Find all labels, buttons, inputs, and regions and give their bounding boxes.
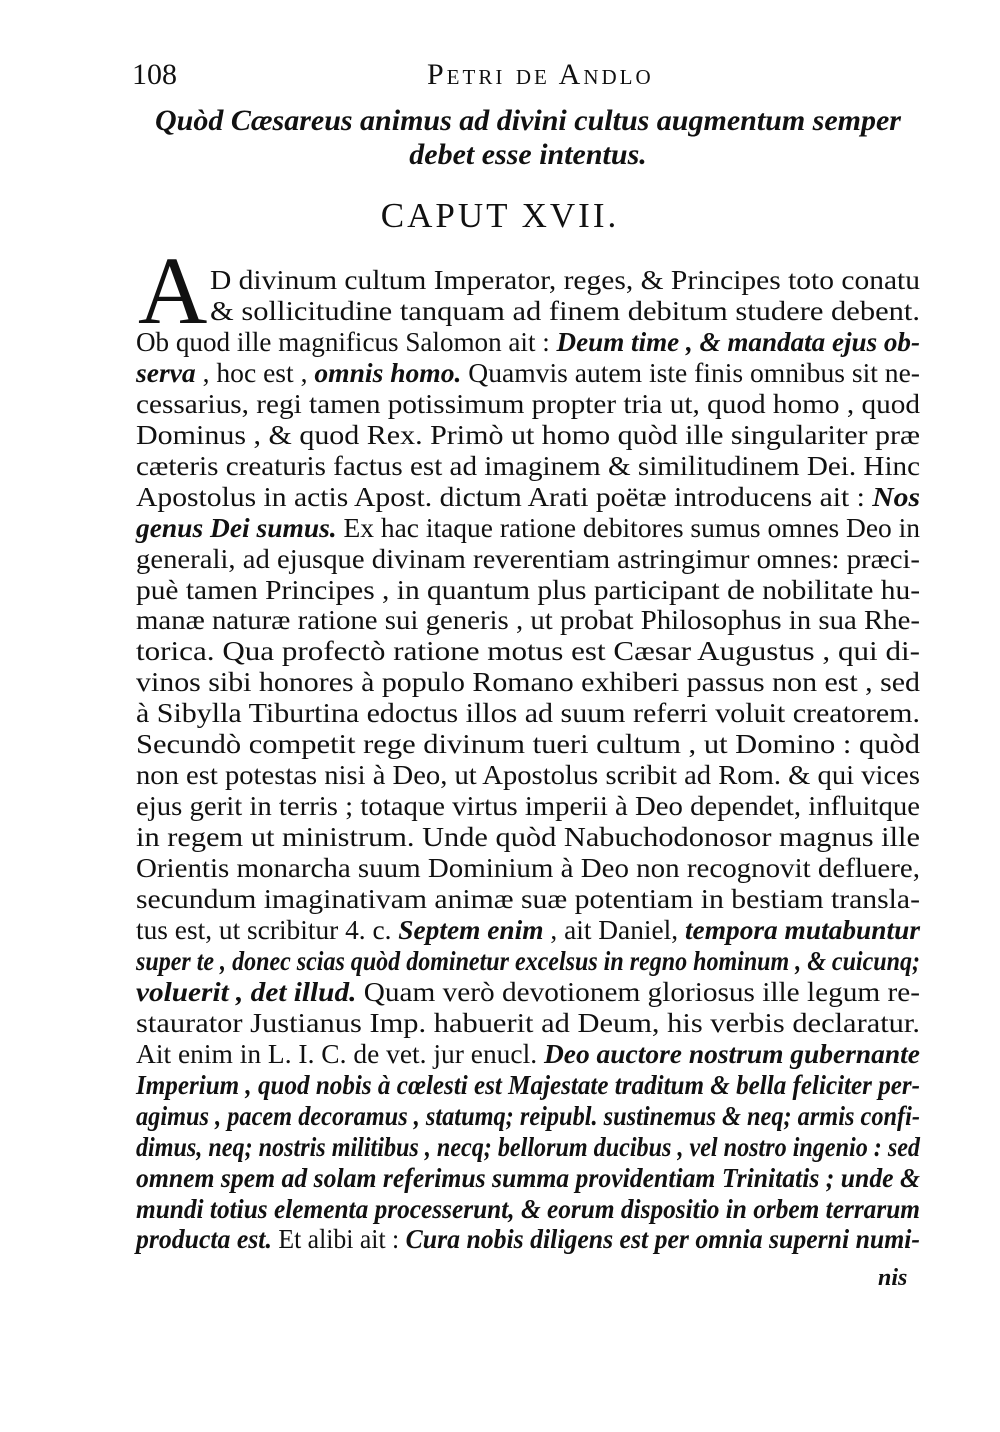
text-segment: Ait enim in L. I. C. de vet. jur enucl. xyxy=(136,1038,544,1069)
text-line xyxy=(210,264,920,296)
italic-segment: serva xyxy=(136,357,196,388)
text-line xyxy=(136,481,920,513)
text-segment: Et alibi ait : xyxy=(271,1224,406,1255)
text-line xyxy=(136,728,920,760)
text-line xyxy=(136,821,920,853)
text-segment: & sollicitudine tanquam ad finem debitum studere debent. xyxy=(210,295,920,326)
text-line xyxy=(136,604,920,636)
text-line xyxy=(136,635,920,667)
text-line xyxy=(136,976,920,1008)
text-segment: , ait Daniel, xyxy=(543,914,685,945)
text-segment: cessarius, regi tamen potissimum propter tria ut, quod homo , quod xyxy=(136,388,920,419)
text-segment: Dominus , & quod Rex. Primò ut homo quòd ille singulariter præ xyxy=(136,419,920,450)
text-line xyxy=(136,419,920,451)
running-head-title: Petri de Andlo xyxy=(427,58,654,91)
text-segment: Ex hac itaque ratione debitores sumus omnes Deo in xyxy=(336,512,921,543)
italic-segment: producta est. xyxy=(136,1224,272,1255)
text-segment: in regem ut ministrum. Unde quòd Nabuchodonosor magnus ille xyxy=(136,822,920,853)
text-line xyxy=(136,326,920,358)
italic-segment: agimus , pacem decoramus , statumq; reipubl. sustinemus & neq; armis confi- xyxy=(136,1100,920,1131)
italic-segment: dimus, neq; nostris militibus , necq; bellorum ducibus , vel nostro ingenio : sed xyxy=(136,1131,920,1162)
text-segment: secundum imaginativam animæ suæ potentiam in bestiam transla- xyxy=(136,884,920,914)
text-line xyxy=(136,852,920,884)
text-line xyxy=(136,790,920,822)
text-line xyxy=(136,1193,920,1225)
text-line xyxy=(136,450,920,482)
text-segment: D divinum cultum Imperator, reges, & Principes toto conatu xyxy=(210,265,920,295)
catchword: nis xyxy=(878,1265,908,1291)
chapter-heading: Quòd Cæsareus animus ad divini cultus augmentum semper debet esse intentus. xyxy=(155,104,901,171)
italic-segment: tempora mutabuntur xyxy=(684,914,921,945)
text-segment: Ob quod ille magnificus Salomon ait : xyxy=(136,326,557,357)
italic-segment: voluerit , det illud. xyxy=(136,976,357,1007)
page-number: 108 xyxy=(132,58,177,91)
text-line xyxy=(136,1100,920,1132)
text-line xyxy=(136,543,920,575)
text-segment: Secundò competit rege divinum tueri cultum , ut Domino : quòd xyxy=(136,729,920,760)
text-segment: Quamvis autem iste finis omnibus sit ne- xyxy=(461,357,920,388)
text-line xyxy=(136,883,920,915)
text-segment: staurator Justianus Imp. habuerit ad Deum, his verbis declaratur. xyxy=(136,1007,920,1038)
text-line xyxy=(136,1131,920,1163)
text-line xyxy=(136,574,920,606)
text-line xyxy=(136,512,920,544)
text-line xyxy=(136,357,920,389)
italic-segment: Nos xyxy=(872,481,921,512)
text-segment: , hoc est , xyxy=(195,357,315,388)
italic-segment: omnem spem ad solam referimus summa providentiam Trinitatis ; unde & xyxy=(136,1162,920,1193)
italic-segment: mundi totius elementa processerunt, & eorum dispositio in orbem terrarum xyxy=(136,1193,920,1224)
chapter-number: CAPUT XVII. xyxy=(380,196,620,235)
italic-segment: Imperium , quod nobis à cœlesti est Majestate traditum & bella feliciter per- xyxy=(136,1069,920,1100)
text-segment: vinos sibi honores à populo Romano exhiberi passus non est , sed xyxy=(136,667,920,698)
text-line xyxy=(210,295,920,327)
text-segment: tus est, ut scribitur 4. c. xyxy=(136,914,399,945)
text-segment: generali, ad ejusque divinam reverentiam astringimur omnes: præci- xyxy=(136,543,920,574)
italic-segment: Deo auctore nostrum gubernante xyxy=(543,1038,920,1069)
text-line xyxy=(136,1223,920,1255)
text-segment: Quam verò devotionem gloriosus ille legum re- xyxy=(356,976,920,1007)
text-line xyxy=(136,1069,920,1101)
text-line xyxy=(136,1162,920,1194)
italic-segment: Deum time , & mandata ejus ob- xyxy=(556,326,920,357)
text-segment: cæteris creaturis factus est ad imaginem & similitudinem Dei. Hinc xyxy=(136,450,920,481)
text-line xyxy=(136,914,920,946)
text-segment: torica. Qua profectò ratione motus est Cæsar Augustus , qui di- xyxy=(136,636,920,667)
text-line xyxy=(136,1007,920,1039)
text-segment: Apostolus in actis Apost. dictum Arati poëtæ introducens ait : xyxy=(136,481,873,512)
text-line xyxy=(136,945,920,977)
italic-segment: Septem enim xyxy=(398,914,544,945)
text-line xyxy=(136,759,920,791)
italic-segment: super te , donec scias quòd dominetur excelsus in regno hominum , & cuicunq; xyxy=(136,945,920,976)
italic-segment: omnis homo. xyxy=(314,357,462,388)
text-line xyxy=(136,666,920,698)
text-line xyxy=(136,388,920,420)
italic-segment: Cura nobis diligens est per omnia superni numi- xyxy=(405,1224,921,1255)
text-line xyxy=(136,1038,920,1070)
text-segment: à Sibylla Tiburtina edoctus illos ad suum referri voluit creatorem. xyxy=(136,698,920,729)
drop-cap: A xyxy=(138,237,208,344)
text-segment: manæ naturæ ratione sui generis , ut probat Philosophus in sua Rhe- xyxy=(136,605,920,636)
text-line xyxy=(136,697,920,729)
text-segment: ejus gerit in terris ; totaque virtus imperii à Deo dependet, influitque xyxy=(136,791,920,822)
text-segment: Orientis monarcha suum Dominium à Deo non recognovit defluere, xyxy=(136,853,921,884)
italic-segment: genus Dei sumus. xyxy=(136,512,337,543)
text-segment: puè tamen Principes , in quantum plus participant de nobilitate hu- xyxy=(136,574,920,605)
text-segment: non est potestas nisi à Deo, ut Apostolus scribit ad Rom. & qui vices xyxy=(136,760,920,791)
